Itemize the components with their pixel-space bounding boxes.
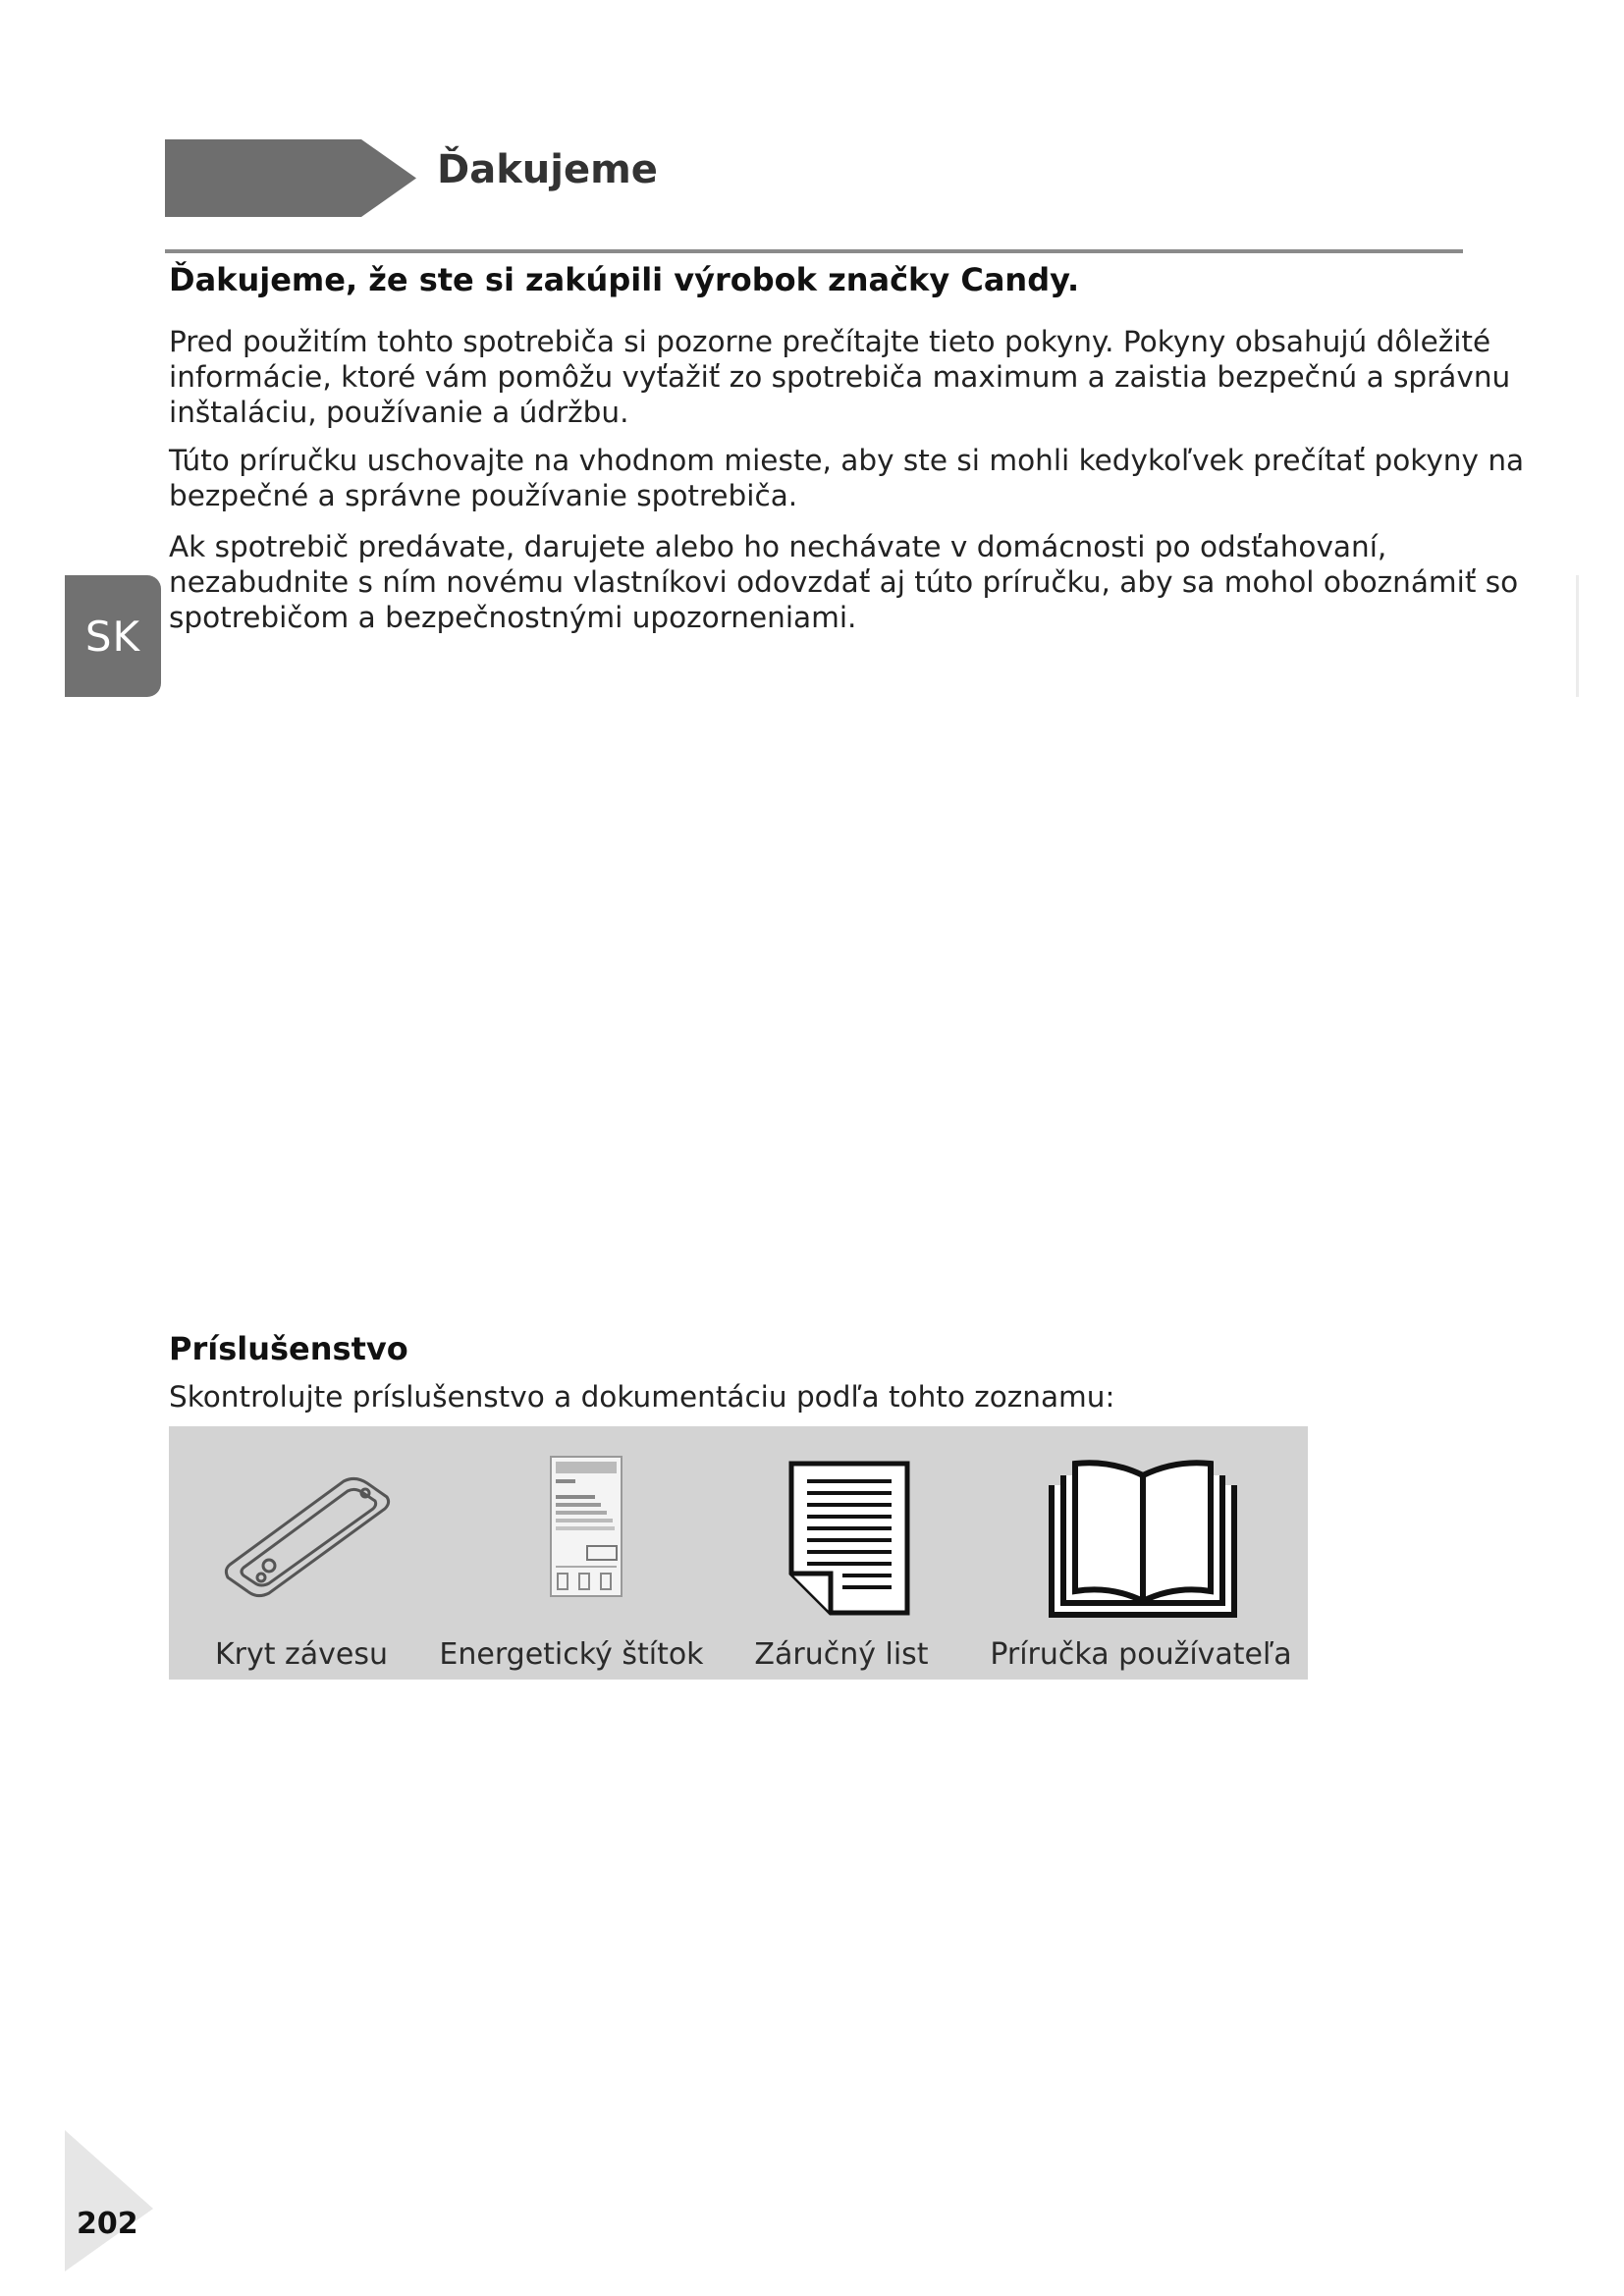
warranty-document-icon xyxy=(787,1460,911,1617)
accessory-label: Energetický štítok xyxy=(439,1637,704,1672)
paragraph-new-owner: Ak spotrebič predávate, darujete alebo ho nechávate v domácnosti po odsťahovaní, nezabudnite s ním novému vlastníkovi odovzdať aj túto príručku, aby sa mohol oboznámiť so spotrebičom a bezpečnostnými upozorneniami. xyxy=(169,530,1519,634)
accessories-title: Príslušenstvo xyxy=(169,1330,408,1367)
paragraph-instructions: Pred použitím tohto spotrebiča si pozorne prečítajte tieto pokyny. Pokyny obsahujú dôležité informácie, ktoré vám pomôžu vyťažiť zo spotrebiča maximum a zaistia bezpečnú a správnu inštaláciu, používanie a údržbu. xyxy=(169,325,1511,429)
user-manual-book-icon xyxy=(1048,1460,1238,1621)
accessories-panel xyxy=(169,1426,1308,1680)
thanks-subtitle: Ďakujeme, že ste si zakúpili výrobok značky Candy. xyxy=(169,261,1080,298)
header-arrow-icon xyxy=(165,139,416,217)
accessory-label: Príručka používateľa xyxy=(990,1637,1292,1672)
page-corner-icon xyxy=(65,2130,153,2271)
accessory-item-energy-label xyxy=(434,1426,709,1680)
language-tab-label: SK xyxy=(84,613,141,661)
accessory-item-warranty xyxy=(709,1426,974,1680)
accessory-item-user-manual xyxy=(974,1426,1308,1680)
page-title: Ďakujeme xyxy=(437,147,658,192)
accessories-subtitle: Skontrolujte príslušenstvo a dokumentáciu podľa tohto zoznamu: xyxy=(169,1380,1115,1414)
page-number: 202 xyxy=(77,2207,138,2241)
page-edge-marker xyxy=(1576,575,1579,697)
language-tab xyxy=(65,575,161,697)
paragraph-keep-manual: Túto príručku uschovajte na vhodnom mieste, aby ste si mohli kedykoľvek prečítať pokyny na bezpečné a správne používanie spotrebiča. xyxy=(169,444,1525,512)
accessory-label: Kryt závesu xyxy=(214,1637,389,1672)
hinge-cover-icon xyxy=(218,1471,395,1599)
accessory-item-hinge-cover xyxy=(169,1426,434,1680)
header-divider xyxy=(165,249,1463,253)
energy-label-icon xyxy=(550,1456,623,1597)
accessory-label: Záručný list xyxy=(754,1637,929,1672)
